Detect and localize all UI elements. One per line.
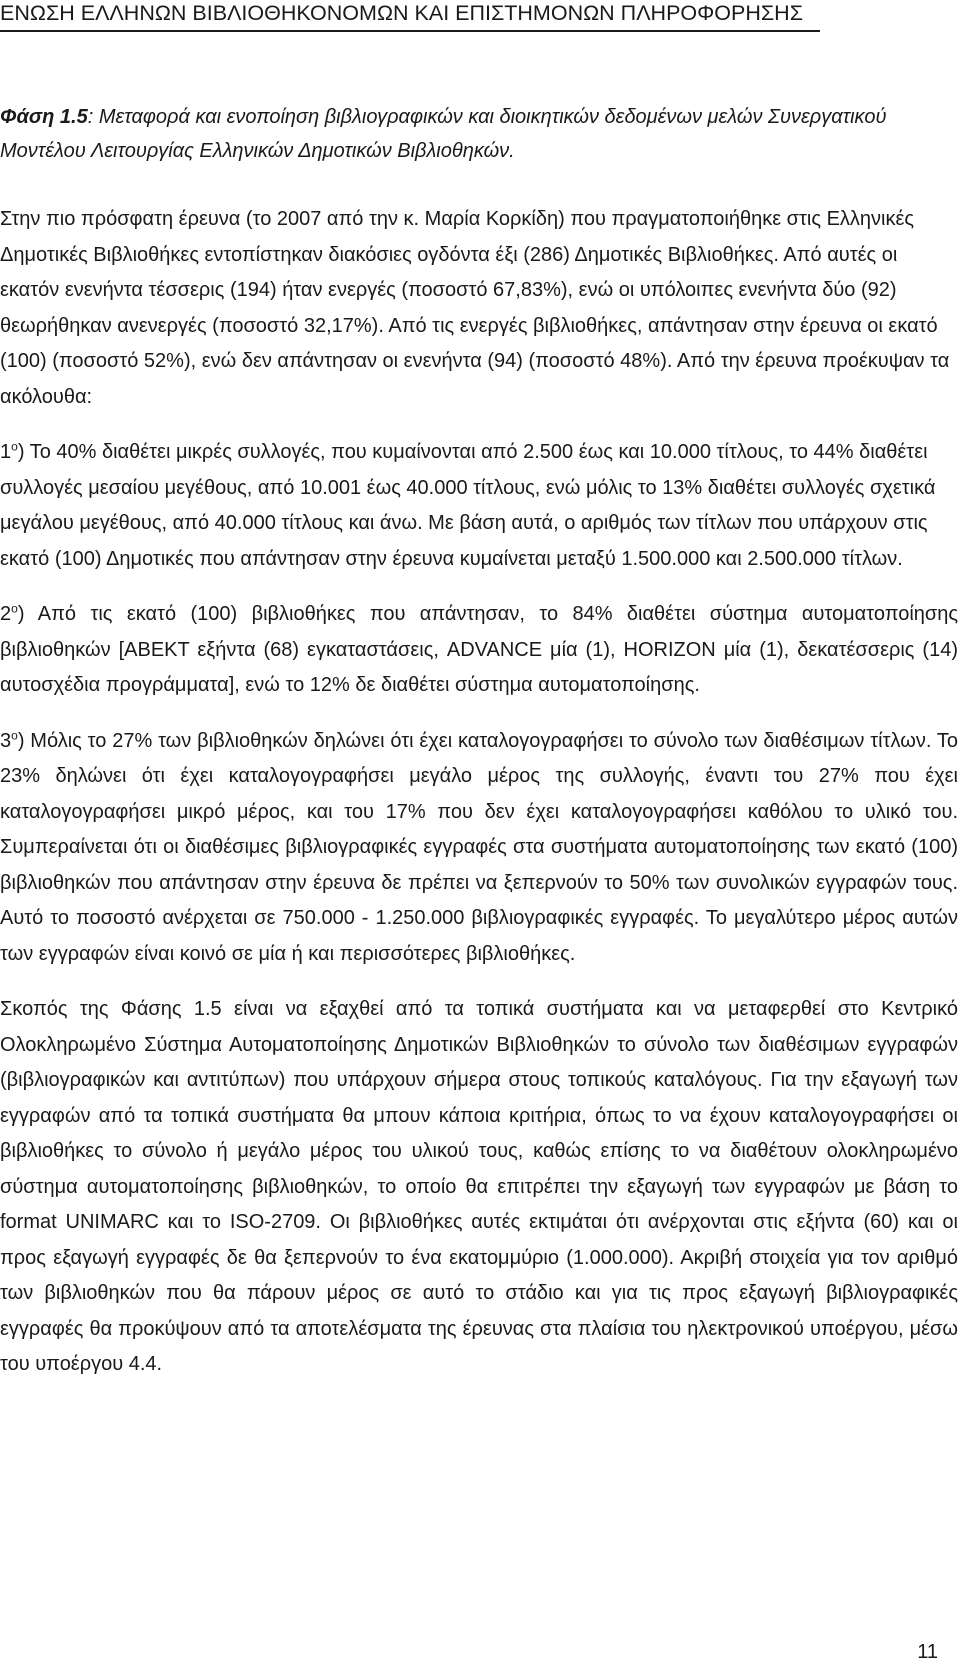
finding-3-number: 3 [0,729,12,752]
survey-paragraph: Στην πιο πρόσφατη έρευνα (το 2007 από την κ. Μαρία Κορκίδη) που πραγματοποιήθηκε στις Ελληνικές Δημοτικές Βιβλιοθήκες εντοπίστηκαν διακόσιες ογδόντα έξι (286) Δημοτικές Βιβλιοθήκες. Από αυτές οι εκατόν ενενήντα τέσσερις (194) ήταν ενεργές (ποσοστό 67,83%), ενώ οι υπόλοιπες ενενήντα δύο (92) θεωρήθηκαν ανενεργές (ποσοστό 32,17%). Από τις ενεργές βιβλιοθήκες, απάντησαν στην έρευνα οι εκατό (100) (ποσοστό 52%), ενώ δεν απάντησαν οι ενενήντα (94) (ποσοστό 48%). Από την έρευνα προέκυψαν τα ακόλουθα: [0,208,950,408]
finding-1-paragraph [0,435,958,577]
finding-1-number: 1 [0,441,12,463]
finding-2-text: ) Από τις εκατό (100) βιβλιοθήκες που απάντησαν, το 84% διαθέτει σύστημα αυτοματοποίησης βιβλιοθηκών [ΑΒΕΚΤ εξήντα (68) εγκαταστάσεις, ADVANCE μία (1), HORIZON μία (1), δεκατέσσερις (14) αυτοσχέδια προγράμματα], ενώ το 12% δε διαθέτει σύστημα αυτοματοποίησης. [0,603,958,696]
phase-title [0,100,958,168]
finding-2-paragraph [0,597,958,704]
finding-1-ordinal: ο [11,439,18,454]
finding-3-paragraph [0,724,958,973]
finding-2-ordinal: ο [11,601,18,616]
purpose-paragraph: Σκοπός της Φάσης 1.5 είναι να εξαχθεί από τα τοπικά συστήματα και να μεταφερθεί στο Κεντρικό Ολοκληρωμένο Σύστημα Αυτοματοποίησης Δημοτικών Βιβλιοθηκών το σύνολο των διαθέσιμων εγγραφών (βιβλιογραφικών και αντιτύπων) που υπάρχουν σήμερα στους τοπικούς καταλόγους. Για την εξαγωγή των εγγραφών από τα τοπικά συστήματα θα μπουν κάποια κριτήρια, όπως το να έχουν καταλογογραφήσει οι βιβλιοθήκες το σύνολο ή μεγάλο μέρος του υλικού τους, καθώς επίσης το να διαθέτουν ολοκληρωμένο σύστημα αυτοματοποίησης βιβλιοθηκών, το οποίο θα επιτρέπει την εξαγωγή των εγγραφών με βάση το format UNIMARC και το ISO-2709. Οι βιβλιοθήκες αυτές εκτιμάται ότι ανέρχονται στις εξήντα (60) και οι προς εξαγωγή εγγραφές δε θα ξεπερνούν το ένα εκατομμύριο (1.000.000). Ακριβή στοιχεία για τον αριθμό των βιβλιοθηκών που θα πάρουν μέρος σε αυτό το στάδιο και για τις προς εξαγωγή βιβλιογραφικές εγγραφές θα προκύψουν από τα αποτελέσματα της έρευνας στα πλαίσια του ηλεκτρονικού υποέργου, μέσω του υποέργου 4.4. [0,998,958,1375]
finding-3-text: ) Μόλις το 27% των βιβλιοθηκών δηλώνει ότι έχει καταλογογραφήσει το σύνολο των διαθέσιμων τίτλων. Το 23% δηλώνει ότι έχει καταλογογραφήσει μεγάλο μέρος της συλλογής, έναντι του 27% που έχει καταλογογραφήσει μικρό μέρος, και του 17% που δεν έχει καταλογογραφήσει καθόλου το υλικό του. Συμπεραίνεται ότι οι διαθέσιμες βιβλιογραφικές εγγραφές στα συστήματα αυτοματοποίησης των εκατό (100) βιβλιοθηκών που απάντησαν στην έρευνα δε πρέπει να ξεπερνούν το 50% των συνολικών εγγραφών τους. Αυτό το ποσοστό ανέρχεται σε 750.000 - 1.250.000 βιβλιογραφικές εγγραφές. Το μεγαλύτερο μέρος αυτών των εγγραφών είναι κοινό σε μία ή και περισσότερες βιβλιοθήκες. [0,729,958,965]
phase-title-text: : Μεταφορά και ενοποίηση βιβλιογραφικών και διοικητικών δεδομένων μελών Συνεργατικού Μοντέλου Λειτουργίας Ελληνικών Δημοτικών Βιβλιοθηκών. [0,106,887,162]
finding-3-ordinal: ο [11,727,18,742]
finding-2-number: 2 [0,603,12,625]
page-number: 11 [917,1641,938,1663]
main-content [0,100,958,1383]
page-header: ΕΝΩΣΗ ΕΛΛΗΝΩΝ ΒΙΒΛΙΟΘΗΚΟΝΟΜΩΝ ΚΑΙ ΕΠΙΣΤΗΜΟΝΩΝ ΠΛΗΡΟΦΟΡΗΣΗΣ [0,0,820,32]
finding-1-text: ) Το 40% διαθέτει μικρές συλλογές, που κυμαίνονται από 2.500 έως και 10.000 τίτλους, το 44% διαθέτει συλλογές μεσαίου μεγέθους, από 10.001 έως 40.000 τίτλους, ενώ μόλις το 13% διαθέτει συλλογές σχετικά μεγάλου μεγέθους, από 40.000 τίτλους και άνω. Με βάση αυτά, ο αριθμός των τίτλων που υπάρχουν στις εκατό (100) Δημοτικές που απάντησαν στην έρευνα κυμαίνεται μεταξύ 1.500.000 και 2.500.000 τίτλων. [0,441,936,570]
phase-label: Φάση 1.5 [0,106,88,128]
